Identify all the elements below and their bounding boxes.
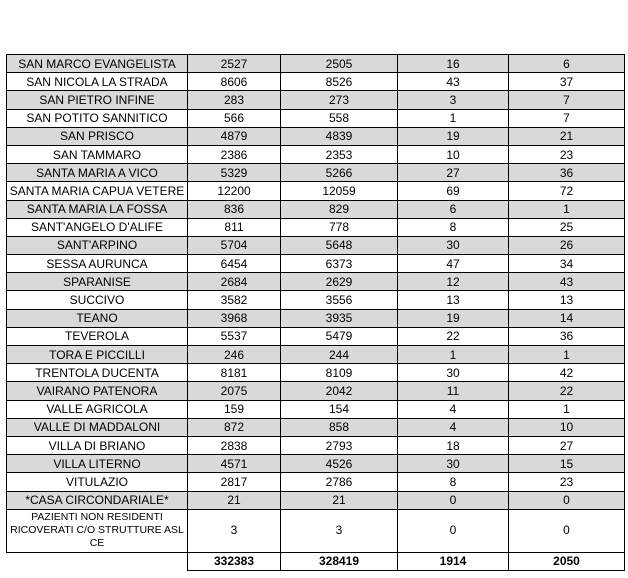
value-cell-4: 21 — [509, 127, 625, 145]
value-cell-4: 1 — [509, 400, 625, 418]
value-cell-3: 16 — [398, 55, 509, 73]
value-cell-2: 2793 — [281, 436, 398, 454]
value-cell-4: 23 — [509, 145, 625, 163]
municipality-cell: VILLA DI BRIANO — [7, 436, 188, 454]
table-row — [7, 164, 625, 182]
value-cell-2: 3556 — [281, 291, 398, 309]
value-cell-3: 0 — [398, 491, 509, 509]
municipality-cell: TRENTOLA DUCENTA — [7, 364, 188, 382]
value-cell-3: 47 — [398, 255, 509, 273]
municipality-cell: VITULAZIO — [7, 473, 188, 491]
table-row — [7, 55, 625, 73]
municipality-cell: SAN NICOLA LA STRADA — [7, 73, 188, 91]
table-row — [7, 273, 625, 291]
value-cell-1: 2838 — [188, 436, 281, 454]
municipality-cell: TEVEROLA — [7, 327, 188, 345]
value-cell-1: 2527 — [188, 55, 281, 73]
value-cell-3: 1 — [398, 346, 509, 364]
value-cell-2: 2042 — [281, 382, 398, 400]
table-row — [7, 382, 625, 400]
value-cell-4: 15 — [509, 455, 625, 473]
value-cell-4: 27 — [509, 436, 625, 454]
value-cell-4: 36 — [509, 164, 625, 182]
value-cell-1: 12200 — [188, 182, 281, 200]
value-cell-3: 30 — [398, 455, 509, 473]
value-cell-2: 12059 — [281, 182, 398, 200]
table-row — [7, 218, 625, 236]
value-cell-1: 8606 — [188, 73, 281, 91]
value-cell-1: 246 — [188, 346, 281, 364]
value-cell-1: 2386 — [188, 145, 281, 163]
value-cell-1: 4879 — [188, 127, 281, 145]
municipality-cell: VALLE AGRICOLA — [7, 400, 188, 418]
value-cell-2: 858 — [281, 418, 398, 436]
municipality-cell: TORA E PICCILLI — [7, 346, 188, 364]
total-value-cell-2: 328419 — [281, 552, 398, 570]
value-cell-1: 5537 — [188, 327, 281, 345]
value-cell-4: 6 — [509, 55, 625, 73]
value-cell-3: 8 — [398, 218, 509, 236]
municipality-cell: SAN TAMMARO — [7, 145, 188, 163]
municipality-cell: SANT'ANGELO D'ALIFE — [7, 218, 188, 236]
value-cell-4: 42 — [509, 364, 625, 382]
municipality-cell: SPARANISE — [7, 273, 188, 291]
municipality-cell: SAN POTITO SANNITICO — [7, 109, 188, 127]
table-row — [7, 509, 625, 552]
value-cell-1: 566 — [188, 109, 281, 127]
value-cell-3: 19 — [398, 127, 509, 145]
municipality-cell: VALLE DI MADDALONI — [7, 418, 188, 436]
value-cell-2: 244 — [281, 346, 398, 364]
table-row — [7, 236, 625, 254]
value-cell-1: 836 — [188, 200, 281, 218]
value-cell-3: 43 — [398, 73, 509, 91]
value-cell-4: 14 — [509, 309, 625, 327]
value-cell-2: 2786 — [281, 473, 398, 491]
value-cell-3: 27 — [398, 164, 509, 182]
value-cell-3: 19 — [398, 309, 509, 327]
municipality-cell: SANTA MARIA CAPUA VETERE — [7, 182, 188, 200]
value-cell-2: 3935 — [281, 309, 398, 327]
total-value-cell-1: 332383 — [188, 552, 281, 570]
table-row — [7, 255, 625, 273]
value-cell-1: 21 — [188, 491, 281, 509]
value-cell-4: 43 — [509, 273, 625, 291]
value-cell-1: 811 — [188, 218, 281, 236]
table-row — [7, 418, 625, 436]
value-cell-1: 4571 — [188, 455, 281, 473]
totals-blank-cell — [7, 552, 188, 570]
value-cell-4: 1 — [509, 346, 625, 364]
value-cell-3: 30 — [398, 364, 509, 382]
value-cell-4: 26 — [509, 236, 625, 254]
value-cell-2: 3 — [281, 509, 398, 552]
table-row — [7, 491, 625, 509]
table-row — [7, 73, 625, 91]
table-row — [7, 364, 625, 382]
total-value-cell-4: 2050 — [509, 552, 625, 570]
value-cell-3: 0 — [398, 509, 509, 552]
value-cell-3: 69 — [398, 182, 509, 200]
table-row — [7, 346, 625, 364]
municipality-cell: *CASA CIRCONDARIALE* — [7, 491, 188, 509]
value-cell-4: 0 — [509, 491, 625, 509]
value-cell-4: 13 — [509, 291, 625, 309]
value-cell-2: 778 — [281, 218, 398, 236]
value-cell-4: 22 — [509, 382, 625, 400]
totals-row — [7, 552, 625, 570]
table-row — [7, 145, 625, 163]
value-cell-4: 10 — [509, 418, 625, 436]
value-cell-1: 5329 — [188, 164, 281, 182]
municipality-cell: VILLA LITERNO — [7, 455, 188, 473]
table-row — [7, 327, 625, 345]
value-cell-3: 18 — [398, 436, 509, 454]
value-cell-2: 154 — [281, 400, 398, 418]
data-table — [6, 54, 625, 571]
table-row — [7, 182, 625, 200]
table-row — [7, 91, 625, 109]
value-cell-2: 273 — [281, 91, 398, 109]
table-row — [7, 109, 625, 127]
value-cell-3: 11 — [398, 382, 509, 400]
value-cell-4: 34 — [509, 255, 625, 273]
table-row — [7, 200, 625, 218]
value-cell-3: 4 — [398, 418, 509, 436]
value-cell-2: 4526 — [281, 455, 398, 473]
value-cell-1: 3 — [188, 509, 281, 552]
value-cell-3: 6 — [398, 200, 509, 218]
value-cell-1: 2817 — [188, 473, 281, 491]
table-row — [7, 400, 625, 418]
value-cell-1: 5704 — [188, 236, 281, 254]
table-row — [7, 455, 625, 473]
municipality-cell: SAN PRISCO — [7, 127, 188, 145]
value-cell-4: 72 — [509, 182, 625, 200]
municipality-cell: VAIRANO PATENORA — [7, 382, 188, 400]
table-body — [7, 55, 625, 571]
total-value-cell-3: 1914 — [398, 552, 509, 570]
municipality-cell: SESSA AURUNCA — [7, 255, 188, 273]
municipality-cell: SANT'ARPINO — [7, 236, 188, 254]
table-row — [7, 436, 625, 454]
table-row — [7, 127, 625, 145]
value-cell-1: 8181 — [188, 364, 281, 382]
value-cell-4: 37 — [509, 73, 625, 91]
value-cell-1: 2075 — [188, 382, 281, 400]
municipality-cell: SANTA MARIA LA FOSSA — [7, 200, 188, 218]
value-cell-2: 2629 — [281, 273, 398, 291]
value-cell-3: 8 — [398, 473, 509, 491]
municipality-cell: PAZIENTI NON RESIDENTI RICOVERATI C/O STRUTTURE ASL CE — [7, 509, 188, 552]
value-cell-2: 8109 — [281, 364, 398, 382]
value-cell-2: 21 — [281, 491, 398, 509]
municipality-cell: SANTA MARIA A VICO — [7, 164, 188, 182]
value-cell-2: 2505 — [281, 55, 398, 73]
value-cell-1: 6454 — [188, 255, 281, 273]
value-cell-3: 3 — [398, 91, 509, 109]
value-cell-3: 1 — [398, 109, 509, 127]
value-cell-2: 829 — [281, 200, 398, 218]
value-cell-4: 1 — [509, 200, 625, 218]
value-cell-4: 0 — [509, 509, 625, 552]
value-cell-2: 558 — [281, 109, 398, 127]
value-cell-2: 2353 — [281, 145, 398, 163]
value-cell-1: 2684 — [188, 273, 281, 291]
value-cell-1: 872 — [188, 418, 281, 436]
value-cell-2: 5479 — [281, 327, 398, 345]
value-cell-4: 23 — [509, 473, 625, 491]
value-cell-3: 30 — [398, 236, 509, 254]
value-cell-1: 283 — [188, 91, 281, 109]
value-cell-3: 13 — [398, 291, 509, 309]
value-cell-2: 5266 — [281, 164, 398, 182]
value-cell-3: 22 — [398, 327, 509, 345]
value-cell-4: 7 — [509, 91, 625, 109]
table-row — [7, 309, 625, 327]
value-cell-2: 8526 — [281, 73, 398, 91]
value-cell-1: 3968 — [188, 309, 281, 327]
municipality-cell: SAN PIETRO INFINE — [7, 91, 188, 109]
value-cell-3: 4 — [398, 400, 509, 418]
value-cell-1: 159 — [188, 400, 281, 418]
table-row — [7, 291, 625, 309]
value-cell-4: 25 — [509, 218, 625, 236]
value-cell-1: 3582 — [188, 291, 281, 309]
value-cell-2: 4839 — [281, 127, 398, 145]
municipality-cell: SAN MARCO EVANGELISTA — [7, 55, 188, 73]
value-cell-2: 5648 — [281, 236, 398, 254]
value-cell-3: 10 — [398, 145, 509, 163]
municipality-cell: SUCCIVO — [7, 291, 188, 309]
value-cell-2: 6373 — [281, 255, 398, 273]
value-cell-4: 36 — [509, 327, 625, 345]
table-row — [7, 473, 625, 491]
value-cell-4: 7 — [509, 109, 625, 127]
municipality-cell: TEANO — [7, 309, 188, 327]
value-cell-3: 12 — [398, 273, 509, 291]
